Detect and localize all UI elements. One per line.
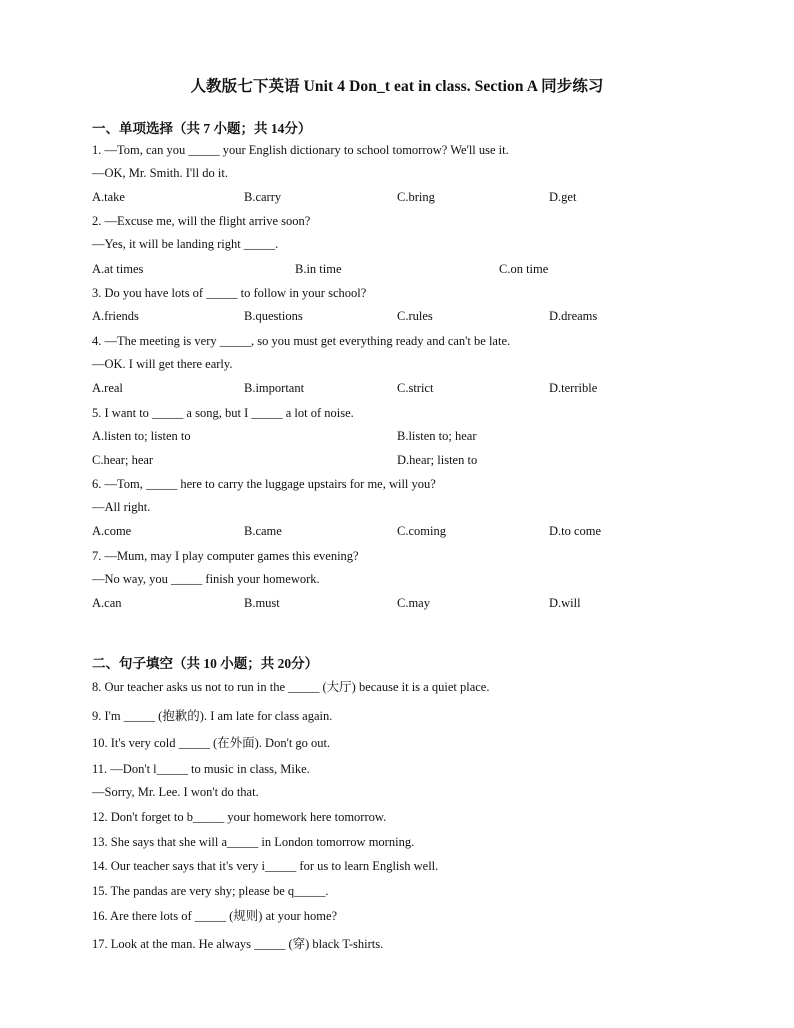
- question-5-option-c: C.hear; hear: [92, 453, 154, 467]
- question-11-reply: —Sorry, Mr. Lee. I won't do that.: [92, 785, 259, 799]
- question-2-stem: 2. —Excuse me, will the flight arrive soon?: [92, 214, 311, 228]
- question-9: 9. I'm _____ (抱歉的). I am late for class again.: [92, 709, 333, 723]
- question-8: 8. Our teacher asks us not to run in the _____ (大厅) because it is a quiet place.: [92, 680, 490, 694]
- question-16: 16. Are there lots of _____ (规则) at your home?: [92, 909, 338, 923]
- question-1-reply: —OK, Mr. Smith. I'll do it.: [92, 166, 228, 180]
- question-4-option-d: D.terrible: [549, 381, 598, 395]
- section-heading-sentence-fill: 二、句子填空（共 10 小题；共 20分）: [92, 656, 319, 671]
- question-7-option-c: C.may: [397, 596, 430, 610]
- question-4-stem: 4. —The meeting is very _____, so you must get everything ready and can't be late.: [92, 334, 511, 348]
- question-5-stem: 5. I want to _____ a song, but I _____ a lot of noise.: [92, 406, 354, 420]
- question-4-option-c: C.strict: [397, 381, 434, 395]
- question-2-option-b: B.in time: [295, 262, 342, 276]
- question-1-option-c: C.bring: [397, 190, 435, 204]
- question-3-option-c: C.rules: [397, 309, 433, 323]
- section-heading-multiple-choice: 一、单项选择（共 7 小题；共 14分）: [92, 121, 312, 136]
- question-2-option-a: A.at times: [92, 262, 144, 276]
- question-3-stem: 3. Do you have lots of _____ to follow in your school?: [92, 286, 367, 300]
- question-6-stem: 6. —Tom, _____ here to carry the luggage upstairs for me, will you?: [92, 477, 436, 491]
- question-15: 15. The pandas are very shy; please be q_____.: [92, 884, 329, 898]
- question-7-option-d: D.will: [549, 596, 581, 610]
- question-5-option-a: A.listen to; listen to: [92, 429, 191, 443]
- question-3-option-a: A.friends: [92, 309, 139, 323]
- question-13: 13. She says that she will a_____ in London tomorrow morning.: [92, 835, 415, 849]
- question-11-stem: 11. —Don't l_____ to music in class, Mike.: [92, 762, 310, 776]
- question-10: 10. It's very cold _____ (在外面). Don't go out.: [92, 736, 331, 750]
- question-2-reply: —Yes, it will be landing right _____.: [92, 237, 279, 251]
- question-6-reply: —All right.: [92, 500, 151, 514]
- question-6-option-d: D.to come: [549, 524, 602, 538]
- question-7-stem: 7. —Mum, may I play computer games this evening?: [92, 549, 359, 563]
- question-3-option-b: B.questions: [244, 309, 303, 323]
- question-7-option-b: B.must: [244, 596, 280, 610]
- question-2-option-c: C.on time: [499, 262, 549, 276]
- question-17: 17. Look at the man. He always _____ (穿) black T-shirts.: [92, 937, 384, 951]
- question-7-reply: —No way, you _____ finish your homework.: [92, 572, 320, 586]
- question-1-option-a: A.take: [92, 190, 125, 204]
- question-1-stem: 1. —Tom, can you _____ your English dictionary to school tomorrow? We'll use it.: [92, 143, 509, 157]
- page-title: 人教版七下英语 Unit 4 Don_t eat in class. Section A 同步练习: [190, 78, 604, 95]
- question-4-option-a: A.real: [92, 381, 123, 395]
- question-14: 14. Our teacher says that it's very i_____ for us to learn English well.: [92, 859, 439, 873]
- question-12: 12. Don't forget to b_____ your homework here tomorrow.: [92, 810, 387, 824]
- question-1-option-b: B.carry: [244, 190, 282, 204]
- question-4-reply: —OK. I will get there early.: [92, 357, 233, 371]
- question-6-option-b: B.came: [244, 524, 282, 538]
- question-3-option-d: D.dreams: [549, 309, 598, 323]
- question-6-option-a: A.come: [92, 524, 132, 538]
- question-4-option-b: B.important: [244, 381, 305, 395]
- question-7-option-a: A.can: [92, 596, 122, 610]
- question-1-option-d: D.get: [549, 190, 577, 204]
- question-5-option-d: D.hear; listen to: [397, 453, 478, 467]
- question-5-option-b: B.listen to; hear: [397, 429, 477, 443]
- question-6-option-c: C.coming: [397, 524, 446, 538]
